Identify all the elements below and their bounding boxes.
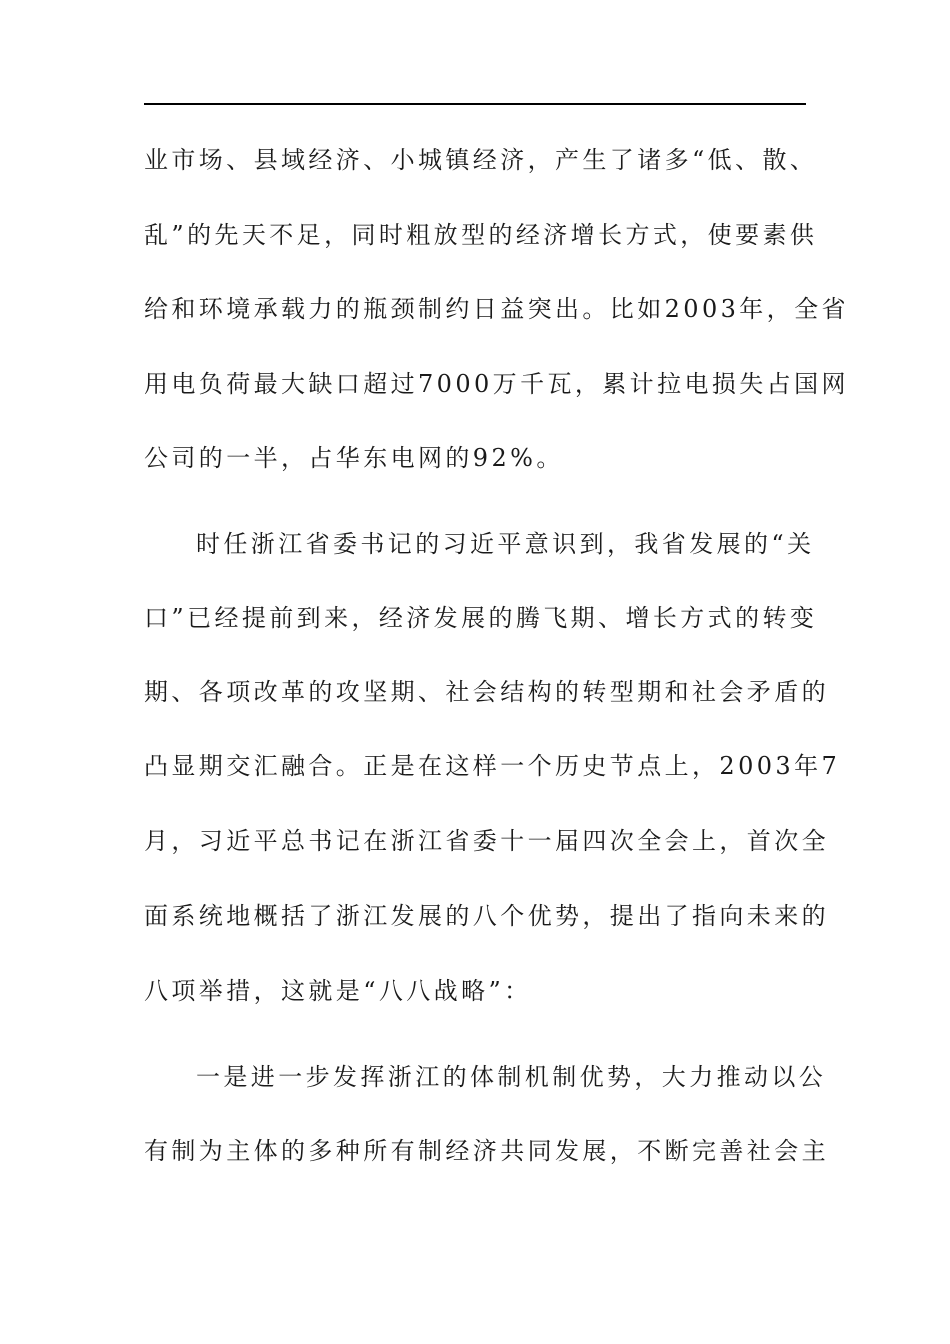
text-line: 有制为主体的多种所有制经济共同发展，不断完善社会主 xyxy=(144,1137,829,1165)
text-line: 面系统地概括了浙江发展的八个优势，提出了指向未来的 xyxy=(144,902,829,930)
paragraph-first-line: 一是进一步发挥浙江的体制机制优势，大力推动以公 xyxy=(196,1063,827,1091)
text-line: 月，习近平总书记在浙江省委十一届四次全会上，首次全 xyxy=(144,827,829,855)
text-line: 业市场、县域经济、小城镇经济，产生了诸多“低、散、 xyxy=(144,146,818,174)
text-line: 用电负荷最大缺口超过7000万千瓦，累计拉电损失占国网 xyxy=(144,370,849,398)
text-line: 给和环境承载力的瓶颈制约日益突出。比如2003年，全省 xyxy=(144,295,849,323)
text-line: 口”已经提前到来，经济发展的腾飞期、增长方式的转变 xyxy=(144,604,818,632)
text-line: 乱”的先天不足，同时粗放型的经济增长方式，使要素供 xyxy=(144,221,818,249)
text-line: 凸显期交汇融合。正是在这样一个历史节点上，2003年7 xyxy=(144,752,841,780)
text-line: 公司的一半，占华东电网的92%。 xyxy=(144,444,564,472)
header-rule xyxy=(144,103,806,105)
paragraph-first-line: 时任浙江省委书记的习近平意识到，我省发展的“关 xyxy=(196,530,815,558)
text-line: 八项举措，这就是“八八战略”： xyxy=(144,977,532,1005)
text-line: 期、各项改革的攻坚期、社会结构的转型期和社会矛盾的 xyxy=(144,678,829,706)
